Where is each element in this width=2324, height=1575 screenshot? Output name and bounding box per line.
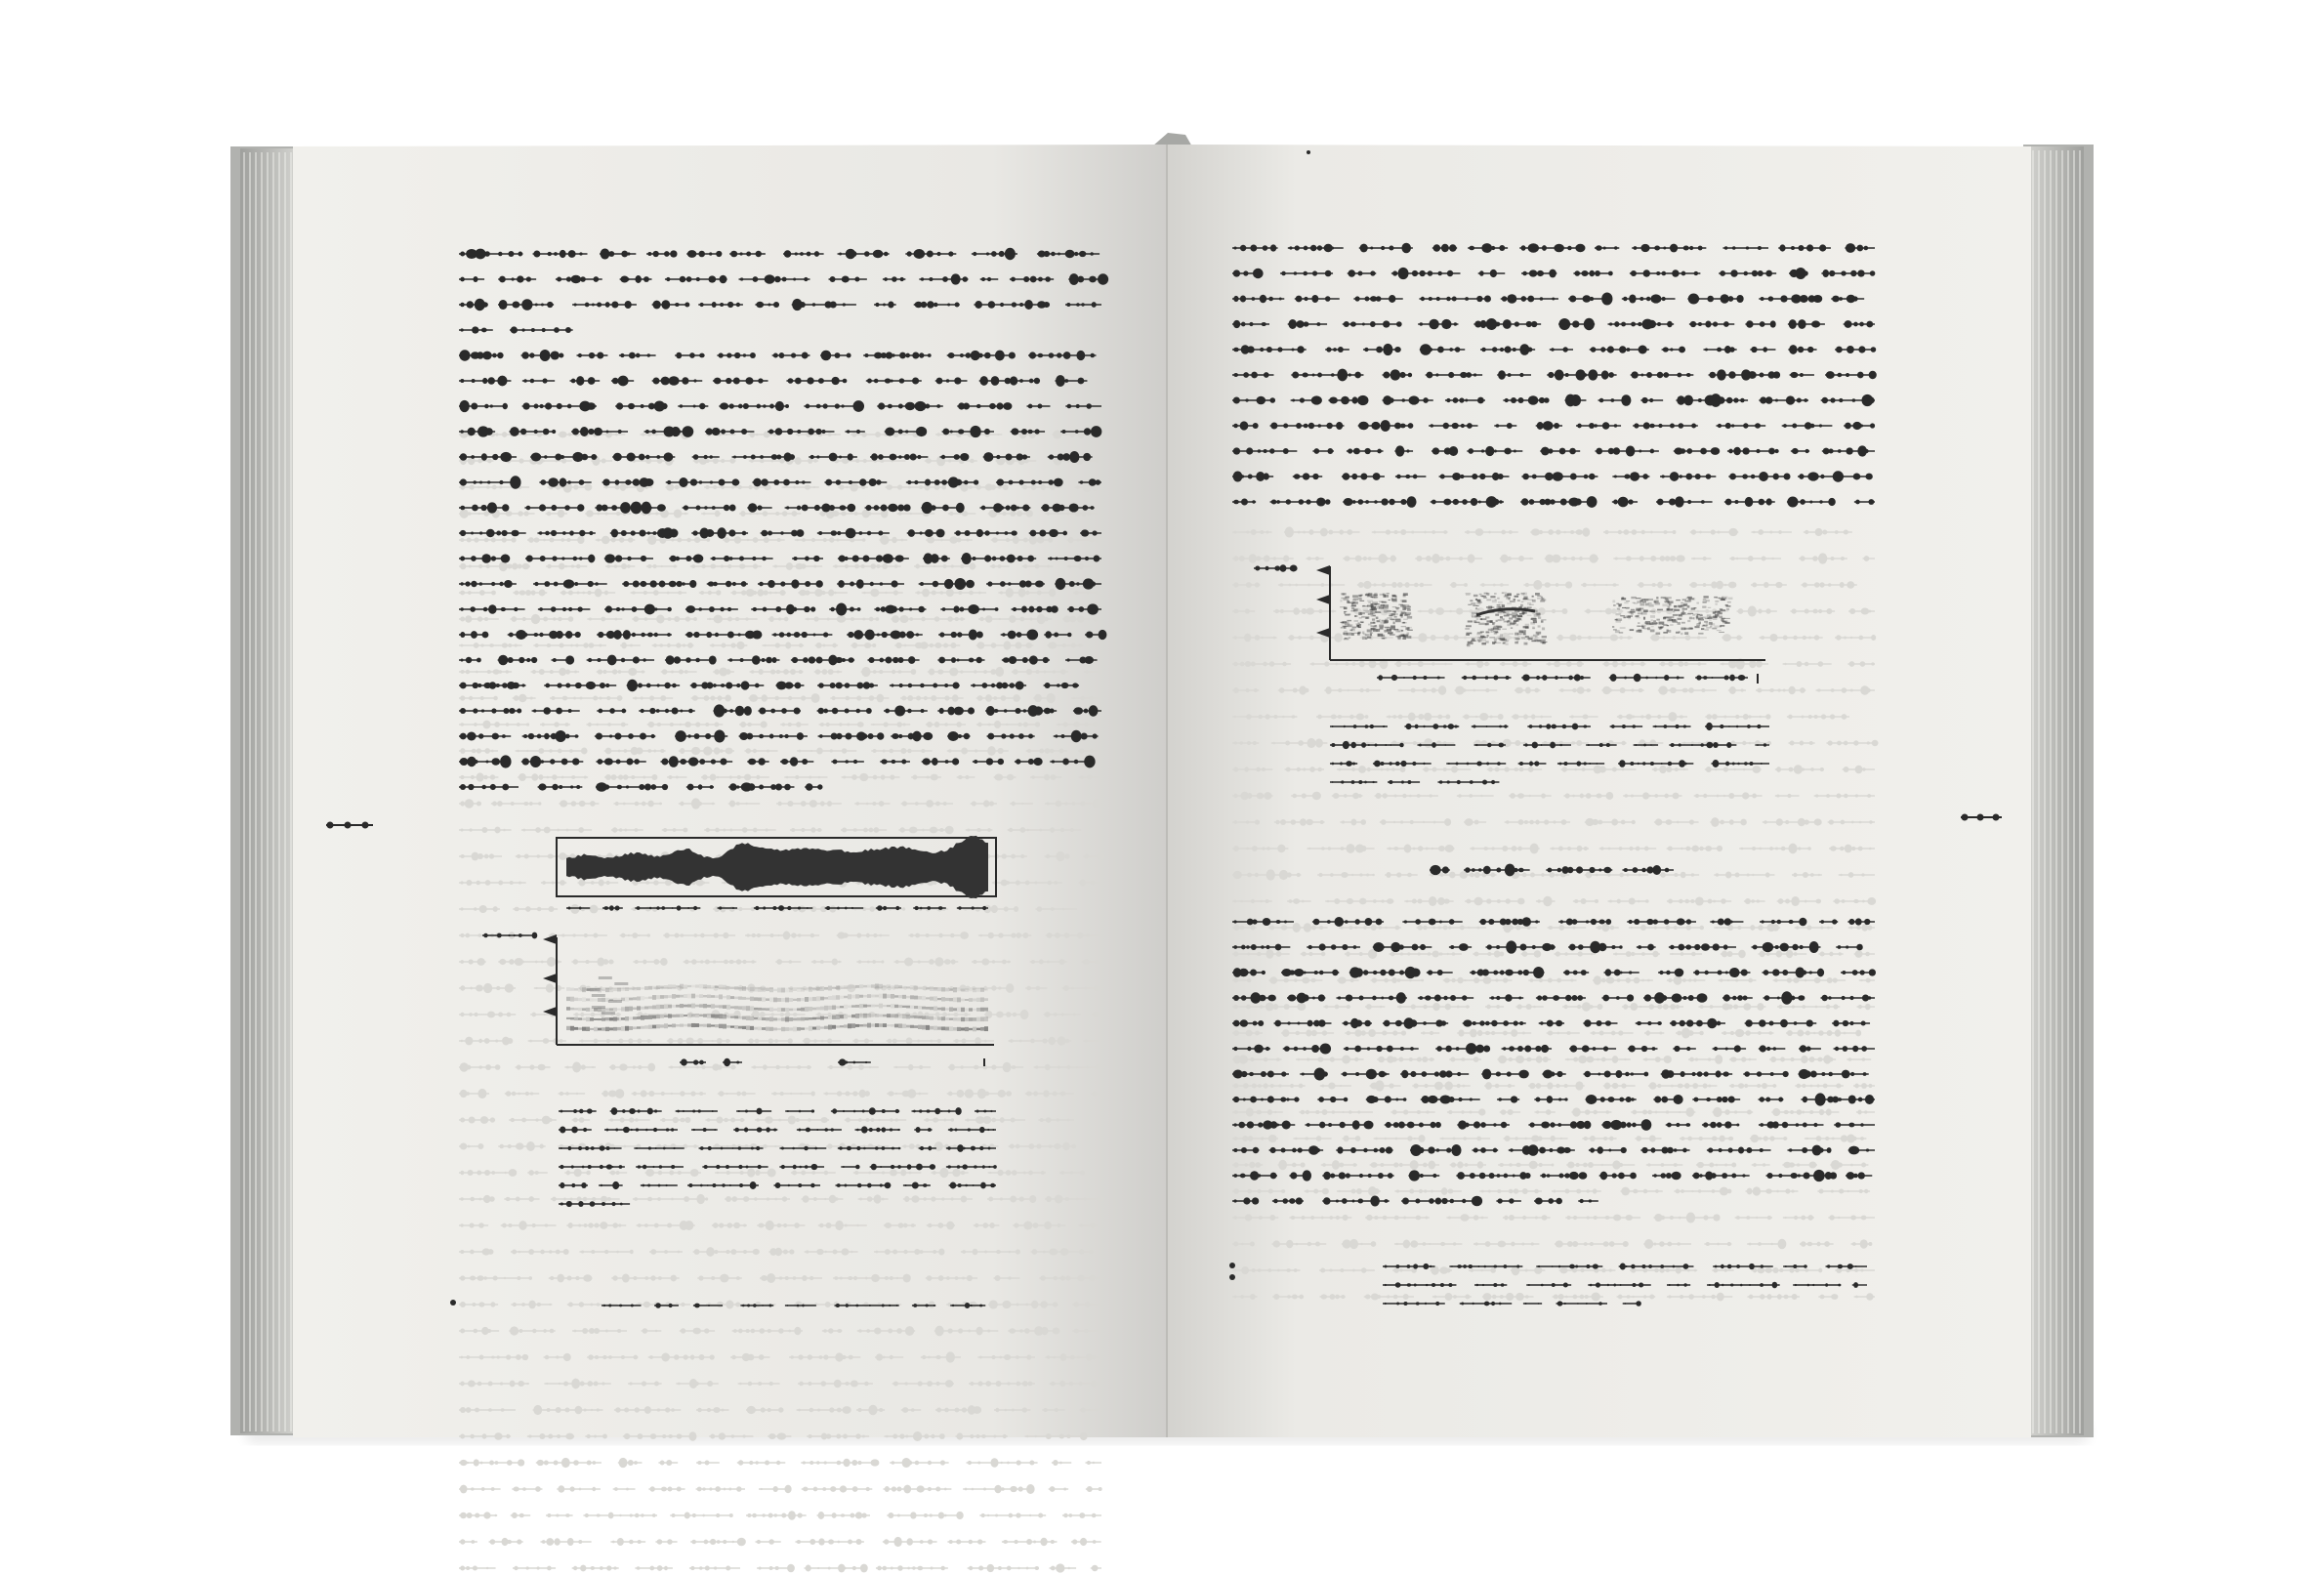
left-page <box>293 145 1167 1437</box>
top-center-mark <box>1307 150 1310 154</box>
left-footnote-mark <box>450 1300 456 1306</box>
book-body <box>230 133 2094 1437</box>
right-margin-mark <box>1961 814 2002 820</box>
